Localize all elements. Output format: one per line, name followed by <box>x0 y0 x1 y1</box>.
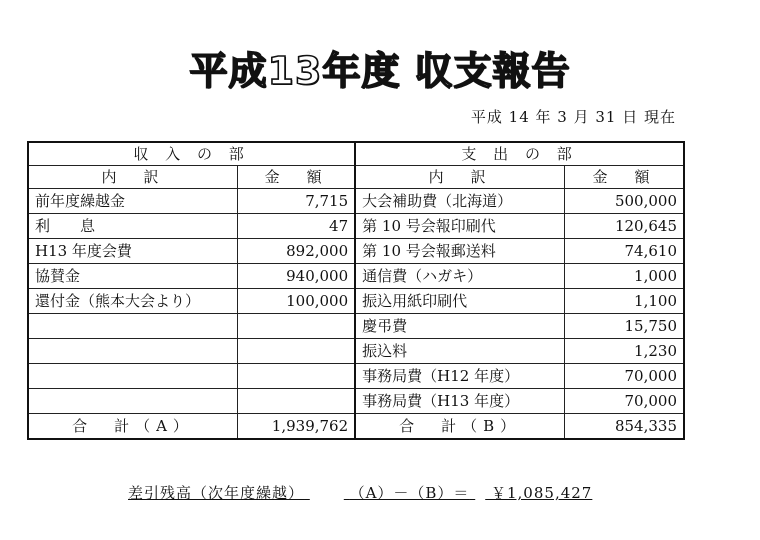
income-item: 協賛金 <box>28 264 238 289</box>
expense-amount: 70,000 <box>565 389 684 414</box>
balance-formula: （A）－（B）＝ <box>349 484 470 502</box>
expense-item: 事務局費（H13 年度） <box>355 389 564 414</box>
report-title-text: 平成13年度 収支報告 <box>189 49 571 93</box>
expense-col-item: 内 訳 <box>355 166 564 189</box>
expense-item: 振込料 <box>355 339 564 364</box>
income-header: 収 入 の 部 <box>28 142 355 166</box>
report-title <box>0 40 760 95</box>
expense-item: 大会補助費（北海道） <box>355 189 564 214</box>
table-row <box>28 389 684 414</box>
table-row <box>28 289 684 314</box>
expense-amount: 1,000 <box>565 264 684 289</box>
income-amount: 7,715 <box>238 189 356 214</box>
table-row <box>28 314 684 339</box>
income-amount: 100,000 <box>238 289 356 314</box>
balance-line <box>128 482 592 503</box>
income-amount <box>238 339 356 364</box>
income-col-amount: 金 額 <box>238 166 356 189</box>
expense-header: 支 出 の 部 <box>355 142 684 166</box>
expense-item: 事務局費（H12 年度） <box>355 364 564 389</box>
income-amount <box>238 364 356 389</box>
report-date: 平成 14 年 3 月 31 日 現在 <box>470 108 676 126</box>
expense-item: 第 10 号会報印刷代 <box>355 214 564 239</box>
table-row <box>28 239 684 264</box>
expense-amount: 15,750 <box>565 314 684 339</box>
income-amount: 47 <box>238 214 356 239</box>
balance-label: 差引残高（次年度繰越） <box>128 484 305 502</box>
expense-item: 通信費（ハガキ） <box>355 264 564 289</box>
table-row <box>28 364 684 389</box>
table-row <box>28 339 684 364</box>
income-item: 前年度繰越金 <box>28 189 238 214</box>
income-total-label: 合 計（A） <box>28 414 238 440</box>
income-total: 1,939,762 <box>238 414 356 440</box>
expense-amount: 1,230 <box>565 339 684 364</box>
income-amount: 940,000 <box>238 264 356 289</box>
table-row <box>28 214 684 239</box>
column-header-row <box>28 166 684 189</box>
ledger-table <box>27 141 685 440</box>
balance-amount: ￥1,085,427 <box>491 484 593 502</box>
income-item <box>28 364 238 389</box>
expense-col-amount: 金 額 <box>565 166 684 189</box>
income-item <box>28 389 238 414</box>
expense-item: 第 10 号会報郵送料 <box>355 239 564 264</box>
expense-amount: 1,100 <box>565 289 684 314</box>
income-amount: 892,000 <box>238 239 356 264</box>
expense-total: 854,335 <box>565 414 684 440</box>
expense-amount: 120,645 <box>565 214 684 239</box>
expense-item: 振込用紙印刷代 <box>355 289 564 314</box>
total-row <box>28 414 684 440</box>
table-row <box>28 264 684 289</box>
income-col-item: 内 訳 <box>28 166 238 189</box>
income-item: 利 息 <box>28 214 238 239</box>
income-amount <box>238 389 356 414</box>
expense-amount: 74,610 <box>565 239 684 264</box>
expense-item: 慶弔費 <box>355 314 564 339</box>
income-item: 還付金（熊本大会より） <box>28 289 238 314</box>
table-row <box>28 189 684 214</box>
expense-amount: 500,000 <box>565 189 684 214</box>
income-item: H13 年度会費 <box>28 239 238 264</box>
expense-total-label: 合 計（B） <box>355 414 564 440</box>
expense-amount: 70,000 <box>565 364 684 389</box>
section-header-row <box>28 142 684 166</box>
income-item <box>28 314 238 339</box>
income-amount <box>238 314 356 339</box>
income-item <box>28 339 238 364</box>
